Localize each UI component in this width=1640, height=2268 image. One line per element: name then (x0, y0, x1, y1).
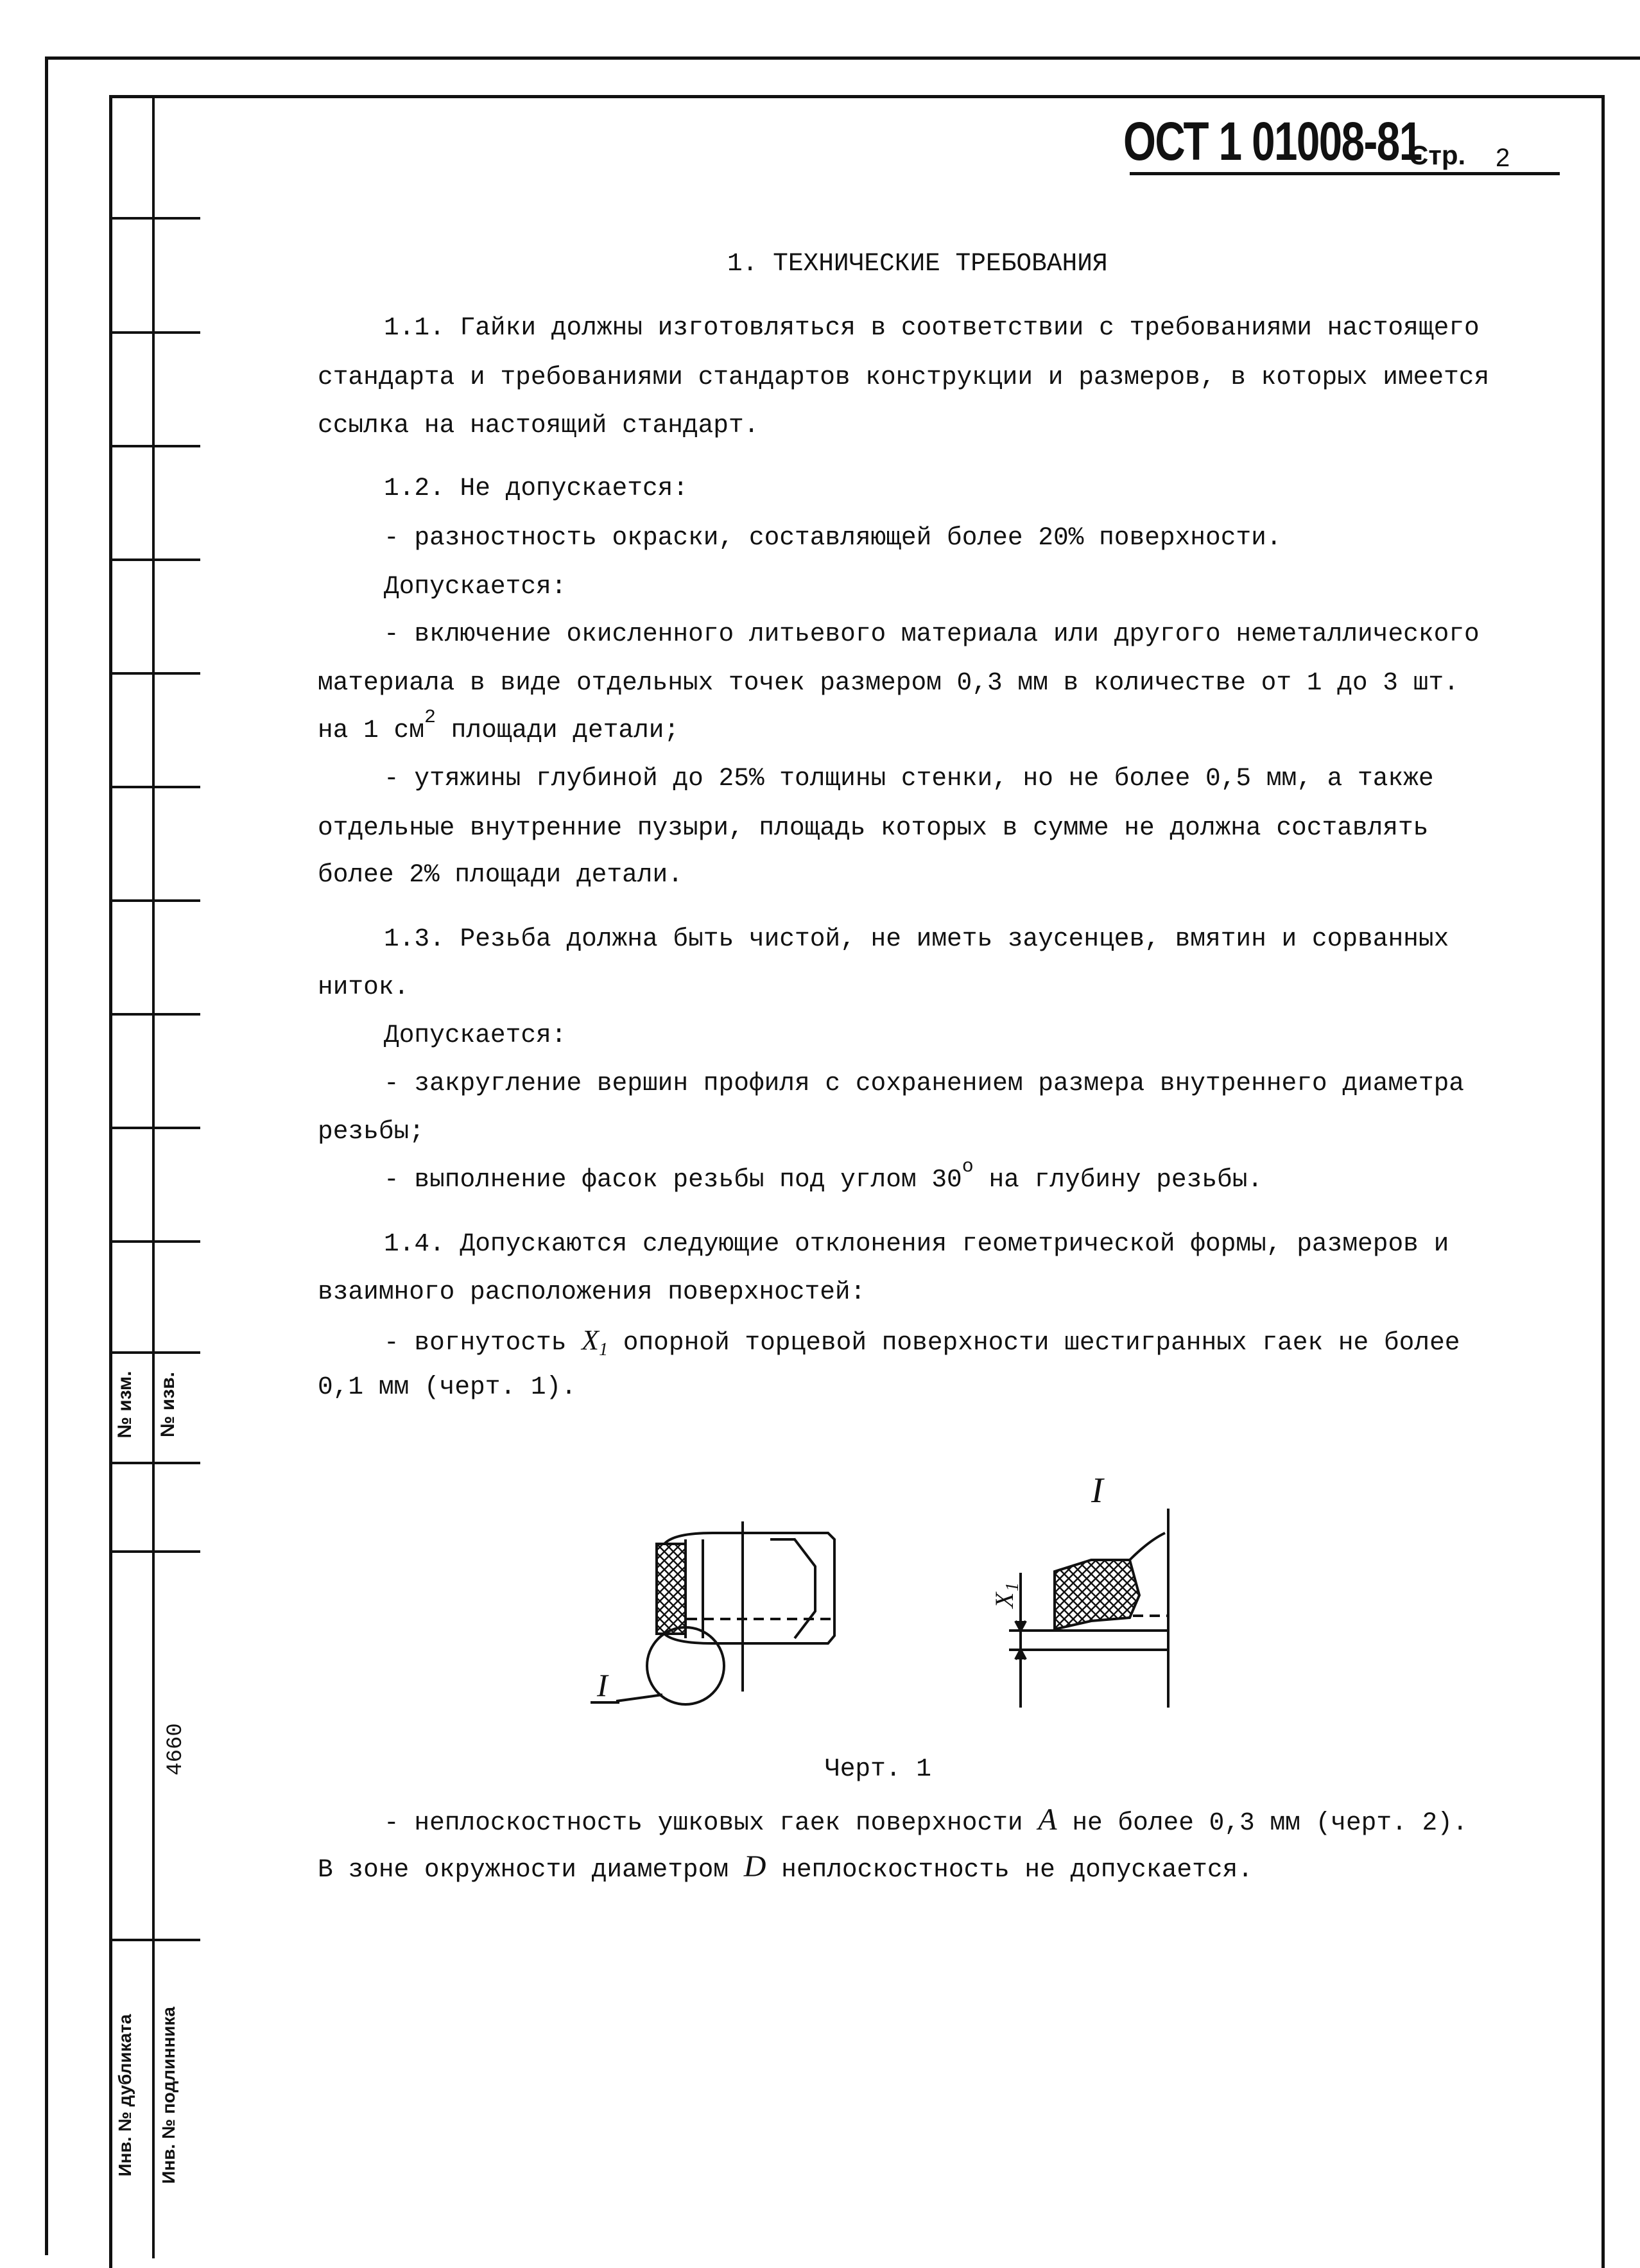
hex-face (770, 1539, 815, 1638)
strip-rule (109, 1939, 200, 1941)
text-span: опорной торцевой поверхности шестигранных гаек не более (608, 1328, 1460, 1357)
detail-label-left: I (597, 1667, 608, 1703)
hatched-profile (1055, 1560, 1139, 1629)
document-code: ОСТ 1 01008-81 (1123, 111, 1422, 171)
inv-dublikata-label: Инв. № дубликата (115, 2014, 135, 2177)
arrow-head (1015, 1650, 1026, 1659)
no-izv-label: № изв. (157, 1372, 178, 1437)
strip-rule (109, 899, 200, 902)
dimension-label (990, 1582, 1023, 1609)
dimension-symbol: X (990, 1592, 1019, 1608)
side-strip-divider (152, 95, 155, 2258)
hatched-wall (657, 1544, 686, 1634)
paragraph-line: Допускается: (384, 1021, 567, 1050)
figure-drawing-1 (552, 1457, 1194, 1727)
detail-label-right: I (1091, 1471, 1103, 1511)
section-title: 1. ТЕХНИЧЕСКИЕ ТРЕБОВАНИЯ (727, 249, 1108, 278)
list-item: - включение окисленного литьевого материала или другого неметаллического (384, 619, 1480, 648)
paragraph-line: взаимного расположения поверхностей: (318, 1277, 866, 1306)
text-span: - выполнение фасок резьбы под углом 30 (384, 1165, 962, 1194)
list-item (384, 1156, 1263, 1194)
detail-circle (647, 1627, 724, 1704)
paragraph-line: ниток. (318, 973, 410, 1001)
paragraph-line: резьбы; (318, 1117, 424, 1146)
text-span: - вогнутость (384, 1328, 567, 1357)
text-span: не более 0,3 мм (черт. 2). (1057, 1808, 1468, 1837)
subscript: 1 (599, 1339, 609, 1360)
paragraph-line: Допускается: (384, 572, 567, 601)
paragraph-line: стандарта и требованиями стандартов конструкции и размеров, в которых имеется (318, 363, 1490, 392)
symbol-d: D (743, 1849, 766, 1883)
paragraph-line: 0,1 мм (черт. 1). (318, 1372, 576, 1401)
text-span: - неплоскостность ушковых гаек поверхности (384, 1808, 1023, 1837)
paragraph-line: ссылка на настоящий стандарт. (318, 411, 759, 440)
list-item (384, 1802, 1468, 1837)
arrow-head (1015, 1621, 1026, 1631)
inventory-number: 4660 (164, 1723, 188, 1776)
outer-border-top (45, 56, 1640, 60)
page-number: 2 (1496, 144, 1510, 172)
outer-border-left (45, 56, 48, 2255)
paragraph-line: 1.1. Гайки должны изготовляться в соответствии с требованиями настоящего (384, 313, 1480, 342)
strip-rule (109, 1127, 200, 1129)
text-span: В зоне окружности диаметром (318, 1855, 729, 1884)
strip-rule (109, 1351, 200, 1354)
paragraph-line: более 2% площади детали. (318, 860, 683, 889)
strip-rule (109, 1550, 200, 1553)
list-item (384, 1324, 1460, 1360)
header-rule (1130, 172, 1560, 175)
text-span: на 1 см (318, 716, 424, 745)
text-span: площади детали; (435, 716, 680, 745)
figure-caption: Черт. 1 (825, 1754, 931, 1783)
symbol-x: X (582, 1324, 600, 1356)
strip-rule (109, 672, 200, 675)
detail-view (1009, 1509, 1168, 1708)
strip-rule (109, 558, 200, 561)
text-span: на глубину резьбы. (973, 1165, 1263, 1194)
list-item: - закругление вершин профиля с сохранением размера внутреннего диаметра (384, 1069, 1464, 1098)
strip-rule (109, 445, 200, 447)
no-izm-label: № изм. (114, 1371, 135, 1439)
paragraph-line: 1.2. Не допускается: (384, 474, 689, 503)
inv-podlinnika-label: Инв. № подлинника (159, 2007, 178, 2184)
nut-section-view (591, 1521, 834, 1704)
paragraph-line: 1.4. Допускаются следующие отклонения геометрической формы, размеров и (384, 1229, 1449, 1258)
paragraph-line (318, 1849, 1253, 1884)
paragraph-line (318, 707, 680, 745)
strip-rule (109, 786, 200, 788)
strip-rule (109, 217, 200, 220)
superscript: 2 (424, 707, 436, 729)
strip-rule (109, 1240, 200, 1243)
list-item: - разностность окраски, составляющей более 20% поверхности. (384, 523, 1282, 552)
paragraph-line: 1.3. Резьба должна быть чистой, не иметь заусенцев, вмятин и сорванных (384, 924, 1449, 953)
strip-rule (109, 331, 200, 334)
symbol-a: A (1038, 1803, 1057, 1837)
paragraph-line: материала в виде отдельных точек размером 0,3 мм в количестве от 1 до 3 шт. (318, 668, 1459, 697)
profile-curve (1130, 1533, 1165, 1560)
paragraph-line: отдельные внутренние пузыри, площадь которых в сумме не должна составлять (318, 813, 1429, 842)
list-item: - утяжины глубиной до 25% толщины стенки, но не более 0,5 мм, а также (384, 764, 1434, 793)
dimension-subscript: 1 (1003, 1582, 1023, 1591)
page-label: Стр. (1409, 140, 1466, 170)
leader-line (616, 1695, 662, 1701)
strip-rule (109, 1462, 200, 1464)
text-span: неплоскостность не допускается. (766, 1855, 1253, 1884)
strip-rule (109, 1013, 200, 1016)
superscript: o (962, 1156, 974, 1178)
